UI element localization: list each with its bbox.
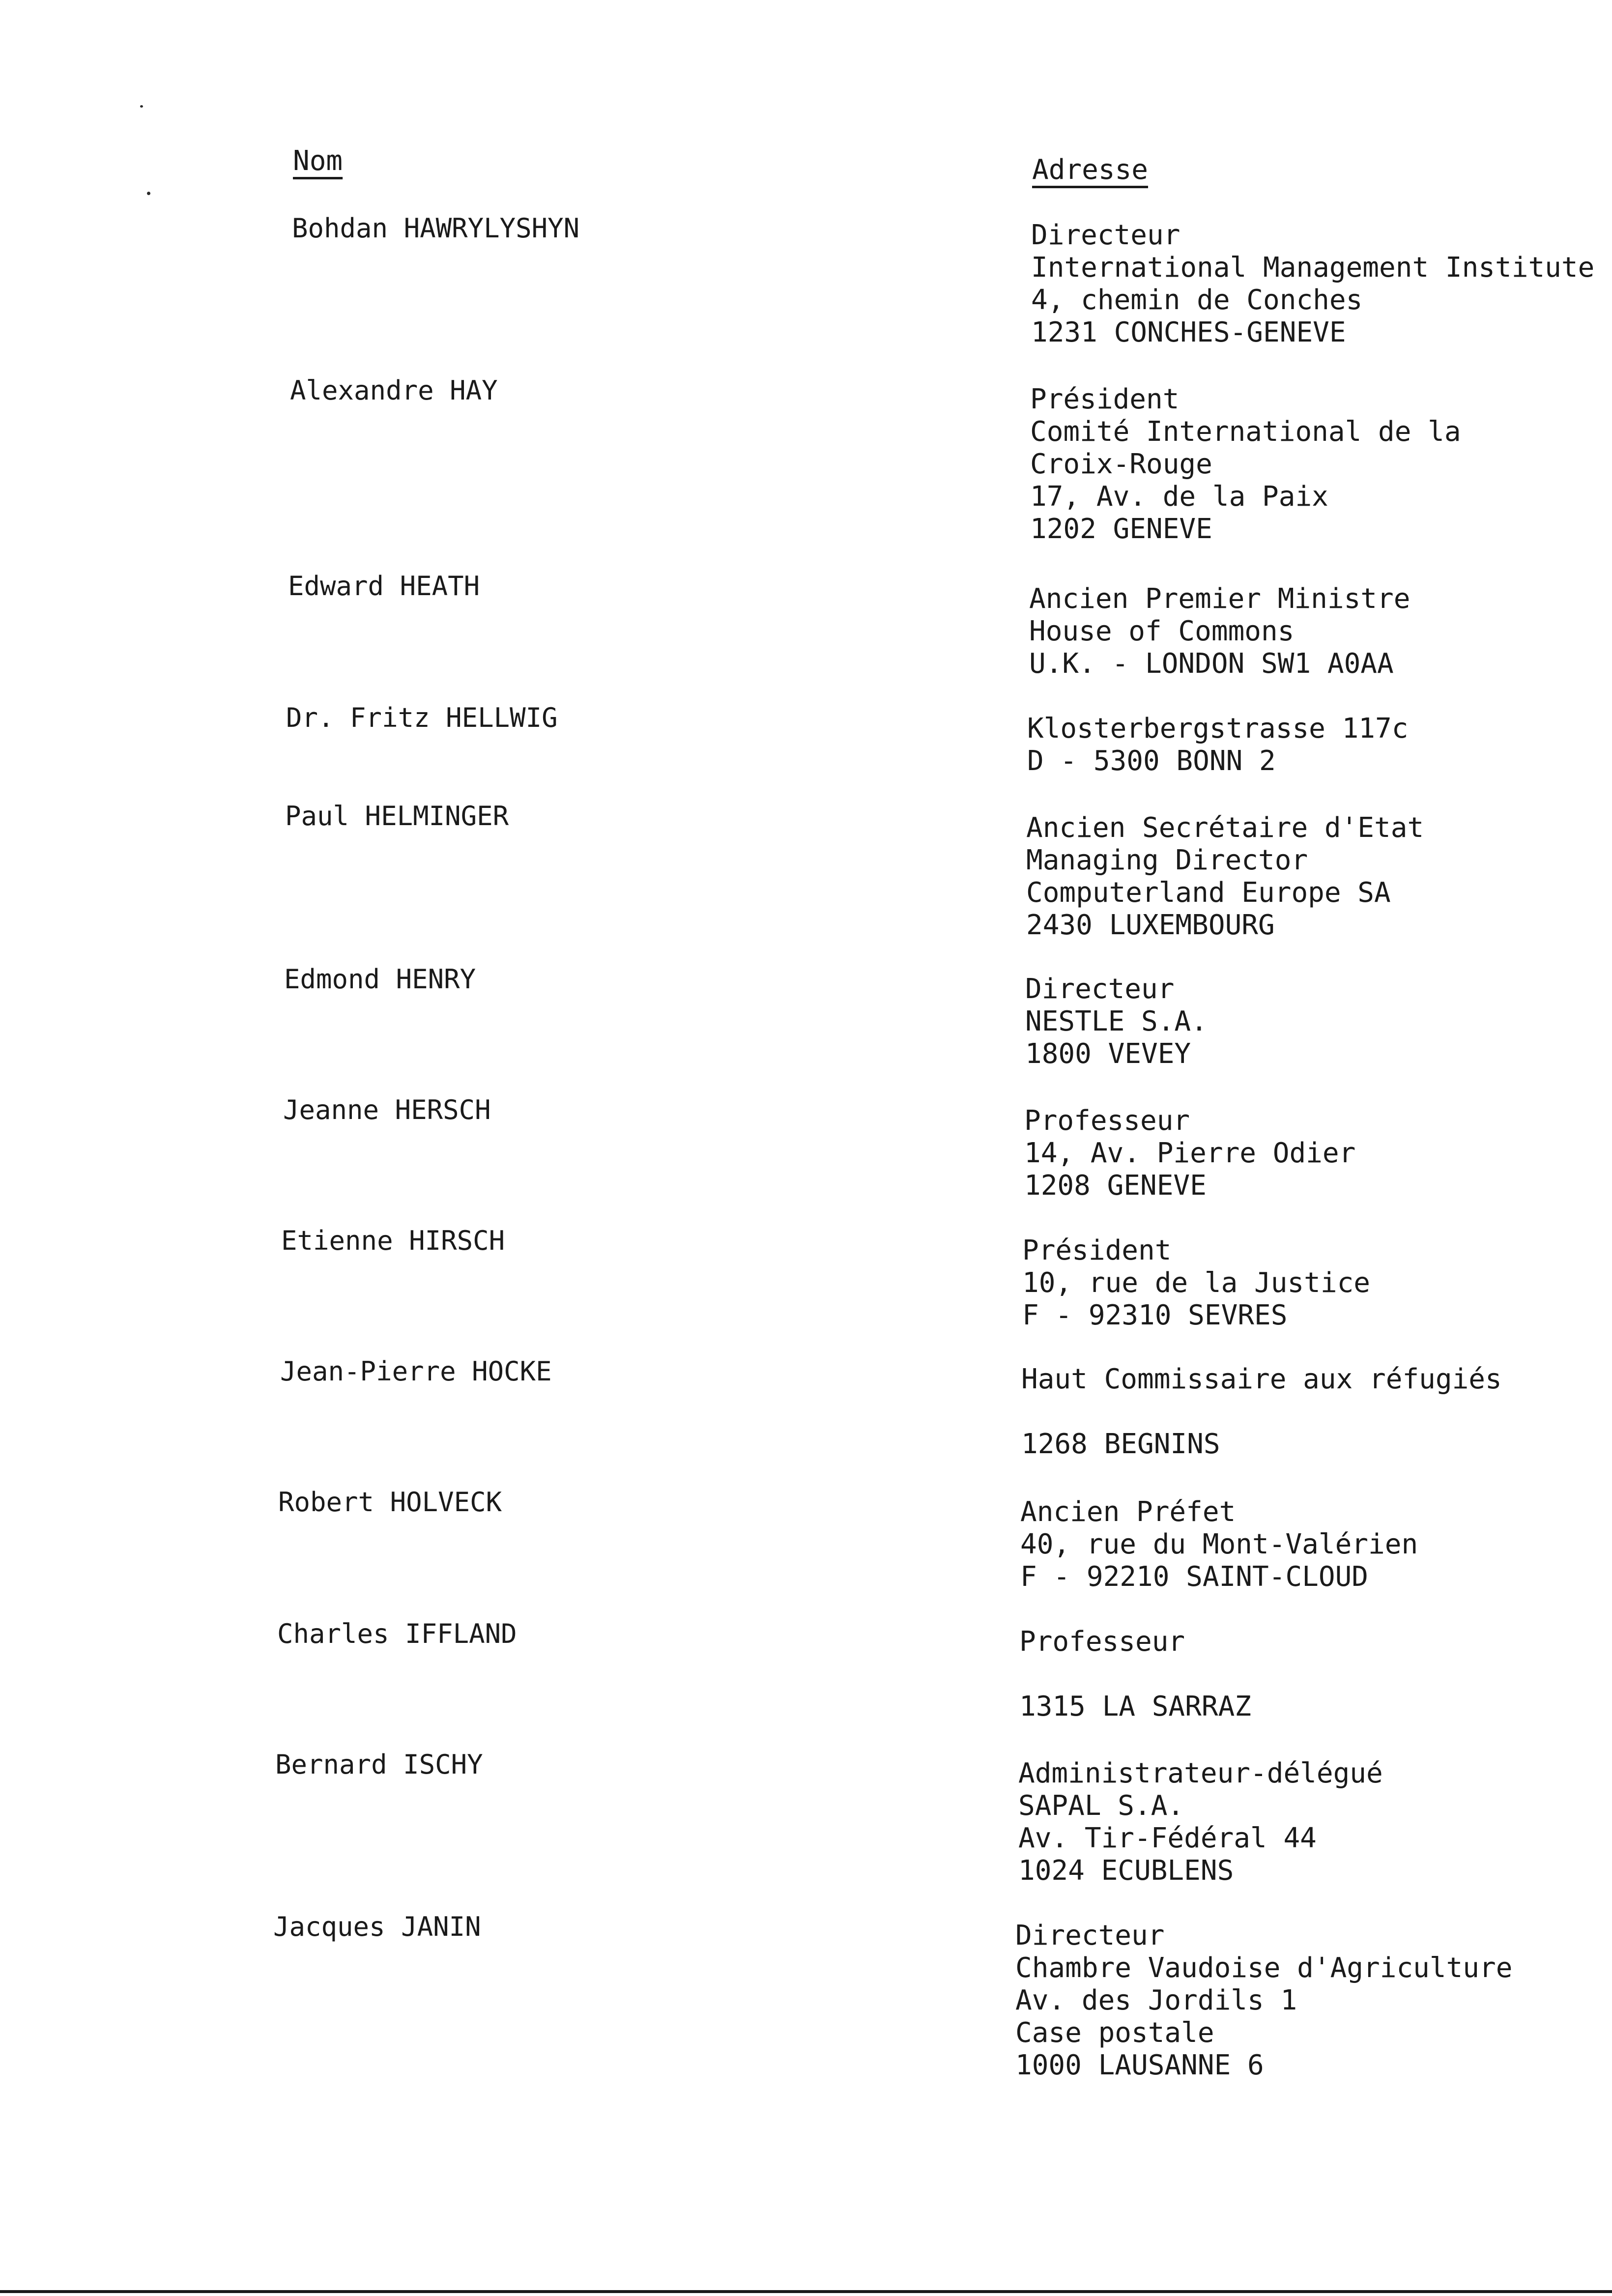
entry-address [1030, 383, 1461, 545]
address-line: Av. des Jordils 1 [1015, 1984, 1297, 2016]
address-line: Professeur [1024, 1105, 1190, 1137]
column-header-name: Nom [293, 145, 343, 177]
entry-address [1026, 812, 1424, 942]
entry-address [1021, 1363, 1502, 1461]
address-line: Président [1030, 383, 1180, 415]
address-line: 14, Av. Pierre Odier [1024, 1137, 1356, 1169]
entry-name: Jacques JANIN [273, 1911, 481, 1942]
entry-name: Etienne HIRSCH [281, 1225, 505, 1256]
entry-address [1018, 1757, 1383, 1887]
page-bottom-edge [0, 2290, 1612, 2293]
entry-name: Charles IFFLAND [277, 1618, 517, 1649]
address-line: International Management Institute [1031, 252, 1595, 284]
address-line: F - 92210 SAINT-CLOUD [1020, 1561, 1369, 1593]
address-line: NESTLE S.A. [1025, 1005, 1208, 1037]
address-line: 40, rue du Mont-Valérien [1020, 1528, 1418, 1560]
entry-name: Bohdan HAWRYLYSHYN [292, 213, 580, 244]
entry-name: Robert HOLVECK [278, 1487, 502, 1518]
address-line: Directeur [1015, 1920, 1165, 1952]
address-line: 17, Av. de la Paix [1030, 481, 1328, 513]
address-line: 4, chemin de Conches [1031, 284, 1363, 316]
entry-address [1031, 219, 1594, 349]
address-line: Directeur [1031, 219, 1180, 251]
address-line: U.K. - LONDON SW1 A0AA [1029, 648, 1394, 680]
entry-name: Edmond HENRY [284, 964, 476, 995]
column-header-address: Adresse [1032, 154, 1149, 186]
entry-address [1022, 1234, 1370, 1332]
address-line: Comité International de la [1030, 416, 1461, 448]
address-line: Av. Tir-Fédéral 44 [1018, 1822, 1317, 1854]
address-line: 2430 LUXEMBOURG [1026, 909, 1275, 941]
address-line: Administrateur-délégué [1018, 1757, 1383, 1789]
address-line: Croix-Rouge [1030, 448, 1212, 480]
address-line [1019, 1658, 1251, 1691]
address-line: 1024 ECUBLENS [1018, 1855, 1234, 1887]
entry-name: Paul HELMINGER [285, 801, 509, 832]
address-line: 1800 VEVEY [1025, 1038, 1191, 1070]
address-line: 10, rue de la Justice [1022, 1267, 1371, 1299]
address-line: 1231 CONCHES-GENEVE [1031, 316, 1346, 348]
address-line [1021, 1396, 1502, 1428]
entry-address [1015, 1920, 1512, 2082]
entry-name: Alexandre HAY [290, 375, 498, 406]
address-line: Haut Commissaire aux réfugiés [1021, 1363, 1502, 1395]
address-line: SAPAL S.A. [1018, 1790, 1184, 1822]
address-line: Ancien Secrétaire d'Etat [1026, 812, 1424, 844]
entry-name: Dr. Fritz HELLWIG [286, 702, 558, 733]
scan-speck [147, 192, 150, 195]
entry-address [1029, 583, 1410, 680]
entry-address [1019, 1626, 1251, 1723]
entry-address [1025, 973, 1208, 1070]
entry-name: Jean-Pierre HOCKE [280, 1356, 552, 1387]
address-line: Directeur [1025, 973, 1175, 1005]
address-line: Managing Director [1026, 844, 1308, 876]
address-line: 1268 BEGNINS [1021, 1428, 1220, 1460]
entry-name: Edward HEATH [288, 571, 480, 602]
address-line: 1000 LAUSANNE 6 [1015, 2049, 1264, 2081]
address-line: Chambre Vaudoise d'Agriculture [1015, 1952, 1513, 1984]
address-line: Computerland Europe SA [1026, 877, 1391, 909]
address-line: Klosterbergstrasse 117c [1027, 713, 1409, 745]
address-line: Case postale [1015, 2017, 1214, 2049]
address-line: Ancien Préfet [1020, 1496, 1236, 1528]
address-line: 1202 GENEVE [1030, 513, 1212, 545]
address-line: F - 92310 SEVRES [1022, 1299, 1288, 1331]
address-line: Professeur [1019, 1626, 1185, 1658]
entry-name: Jeanne HERSCH [283, 1094, 491, 1125]
scan-speck [140, 105, 143, 108]
address-line: Président [1022, 1234, 1172, 1266]
entry-address [1020, 1496, 1418, 1593]
address-line: Ancien Premier Ministre [1029, 583, 1410, 615]
entry-address [1024, 1105, 1355, 1202]
address-line: 1315 LA SARRAZ [1019, 1691, 1252, 1722]
address-line: D - 5300 BONN 2 [1027, 745, 1276, 777]
entry-name: Bernard ISCHY [275, 1749, 483, 1780]
address-line: 1208 GENEVE [1024, 1170, 1207, 1202]
entry-address [1027, 713, 1408, 777]
address-line: House of Commons [1029, 615, 1295, 647]
